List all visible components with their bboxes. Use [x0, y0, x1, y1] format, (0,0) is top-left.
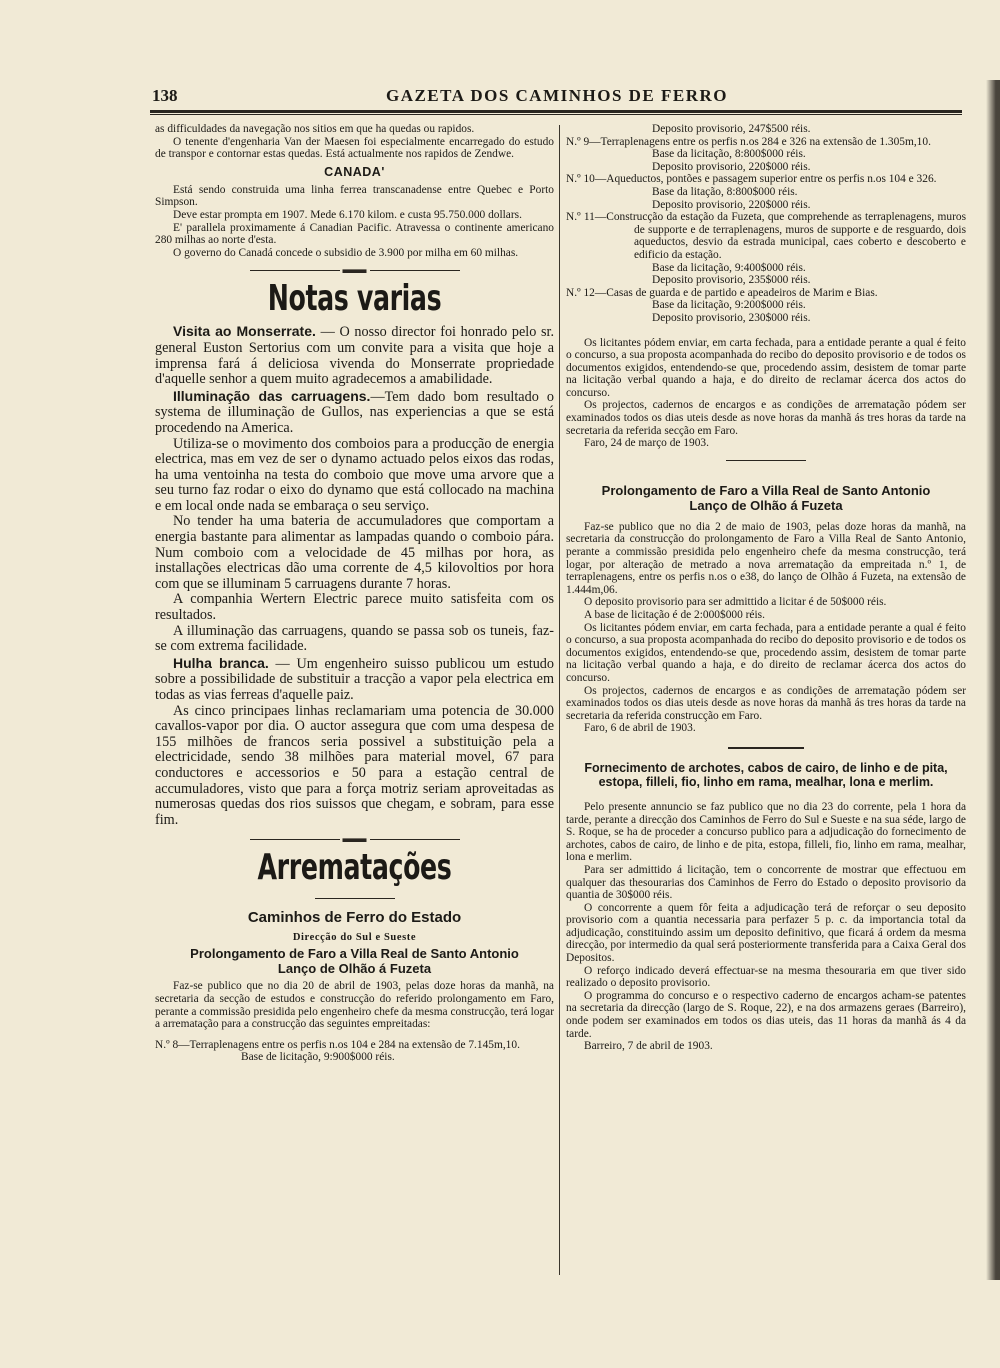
list-item-detail: Base de licitação, 9:900$000 réis. [241, 1051, 395, 1064]
paragraph: As cinco principaes linhas reclamariam uma potencia de 30.000 cavallos-vapor por dia. O auctor assegura que com uma despesa de 155 milhões de francos seria possivel a substituição pela a electricidade, sendo 38 milhões para material movel, 67 para conductores e accessorios e 50 para a estação central de accumuladores, visto que para a força motriz seriam aproveitadas as numerosas quedas dos rios suissos que chegam, e sobram, para esse fim. [155, 702, 554, 828]
ornament-divider: ▬▬ [155, 831, 554, 845]
paragraph: O deposito provisorio para ser admittido a licitar é de 50$000 réis. [584, 596, 887, 609]
section-title-notas-varias: Notas varias [267, 278, 442, 320]
list-item-detail: Deposito provisorio, 230$000 réis. [652, 311, 811, 324]
dateline: Faro, 24 de março de 1903. [584, 437, 709, 450]
heading-prolongamento: Prolongamento de Faro a Villa Real de Santo Antonio [601, 482, 931, 498]
paragraph: Os projectos, cadernos de encargos e as condições de arrematação pódem ser examinados todos os dias uteis desde as nove horas da manhã ás tres horas da tarde na secretaria da referida secção em Faro. [566, 399, 966, 437]
list-item-detail: Base da licitação, 8:800$000 réis. [652, 148, 806, 161]
list-item-detail: Base da licitação, 9:200$000 réis. [652, 299, 806, 312]
heading-prolongamento: Prolongamento de Faro a Villa Real de Santo Antonio [190, 946, 519, 962]
right-column [566, 123, 966, 1283]
paragraph: as difficuldades da navegação nos sitios em que ha quedas ou rapidos. [155, 123, 475, 135]
heading-lanco: Lanço de Olhão á Fuzeta [689, 497, 843, 513]
paragraph: Os licitantes pódem enviar, em carta fechada, para a entidade perante a qual é feito o concurso, a sua proposta acompanhada do recibo do deposito provisorio e de todos os documentos exigidos, entendendo-se que, procedendo assim, desistem de tomar parte na licitação verbal quando a haja, e do direito de reclamar ácerca dos actos do concurso. [566, 621, 966, 684]
paragraph: E' parallela proximamente á Canadian Pacific. Atravessa o continente americano 280 milhas ao norte d'esta. [155, 221, 554, 247]
paragraph: O programma do concurso e o respectivo caderno de encargos acham-se patentes na secretaria da direcção (largo de S. Roque, 22), e na dos armazens geraes (Barreiro), onde podem ser examinados em todos os dias uteis, das 11 horas da manhã ás 4 da tarde. [566, 989, 966, 1040]
divider [728, 747, 804, 749]
paragraph: O governo do Canadá concede o subsidio de 3.900 por milha em 60 milhas. [173, 246, 519, 259]
list-item: N.º 10—Aqueductos, pontões e passagem superior entre os perfis n.os 104 e 326. [566, 173, 937, 186]
article-text: — Um engenheiro suisso publicou um estudo sobre a possibilidade de substituir a tracção a vapor pela electrica em todas as vias ferreas d'aquelle paiz. [155, 655, 554, 703]
list-item: N.º 12—Casas de guarda e de partido e apeadeiros de Marim e Bias. [566, 286, 878, 299]
paragraph: Deve estar prompta em 1907. Mede 6.170 kilom. e custa 95.750.000 dollars. [173, 208, 522, 221]
list-item: N.º 8—Terraplenagens entre os perfis n.os 104 e 284 na extensão de 7.145m,10. [155, 1038, 520, 1051]
paragraph: O reforço indicado deverá effectuar-se na mesma thesouraria em que tiver sido realizado o deposito provisorio. [566, 964, 966, 990]
section-title-arrematacoes: Arrematações [257, 847, 452, 889]
article-lead: Visita ao Monserrate. [173, 323, 316, 340]
list-item-detail: Deposito provisorio, 247$500 réis. [652, 123, 811, 135]
heading-fornecimento: Fornecimento de archotes, cabos de cairo, de linho e de pita, estopa, filleli, fio, linho em rama, mealhar, lona e merlim. [584, 760, 948, 789]
paragraph: Os projectos, cadernos de encargos e as condições de arrematação pódem ser examinados todos os dias uteis desde as nove horas da manhã ás tres horas da tarde na secretaria da referida construcção em Faro. [566, 684, 966, 722]
page-edge-shadow [986, 80, 1000, 1280]
list-item: N.º 11—Construcção da estação da Fuzeta, que comprehende as terraplenagens, muros de supporte e de terraplenagens, muros de supporte e de resguardo, dois aqueductos, desvio da estrada municipal, caes coberto e descoberto e edificio da estação. [566, 211, 966, 261]
paragraph: A companhia Wertern Electric parece muito satisfeita com os resultados. [155, 591, 554, 624]
list-item-detail: Deposito provisorio, 220$000 réis. [652, 198, 811, 211]
divider [726, 460, 806, 461]
header-rule [150, 110, 962, 113]
paragraph: Faz-se publico que no dia 20 de abril de 1903, pelas doze horas da manhã, na secretaria da secção de estudos e construcção do referido prolongamento em Faro, perante a commissão presidida pelo engenheiro chefe da mesma construcção, terá logar a arrematação para a construcção das seguintes empreitadas: [155, 980, 554, 1031]
list-item-detail: Deposito provisorio, 220$000 réis. [652, 160, 811, 173]
paragraph: Pelo presente annuncio se faz publico que no dia 23 do corrente, pela 1 hora da tarde, perante a direcção dos Caminhos de Ferro do Sul e Sueste e na sua séde, largo de S. Roque, se ha de proceder a concurso publico para a adjudicação do fornecimento de archotes, cabos de cairo, de linho e de pita, estopa, filleli, fio, linho em rama, mealhar, lona e merlim. [566, 800, 966, 864]
paragraph: A base de licitação é de 2:000$000 réis. [584, 609, 765, 621]
paragraph: A illuminação das carruagens, quando se passa sob os tuneis, faz-se com extrema facilidade. [155, 622, 554, 655]
page-number: 138 [152, 86, 178, 105]
ornament-divider: ▬▬ [155, 262, 554, 276]
paragraph: No tender ha uma bateria de accumuladores que comportam a energia bastante para alimentar as lampadas quando o comboio pára. Num comboio com a velocidade de 45 milhas por hora, as installações electricas dão uma corrente de 4,5 kilovoltios por hora com que se illuminam 5 carruagens durante 7 horas. [155, 513, 554, 592]
list-item: N.º 9—Terraplenagens entre os perfis n.os 284 e 326 na extensão de 1.305m,10. [566, 135, 931, 148]
article-lead: Illuminação das carruagens. [173, 387, 371, 404]
article-hulha [155, 655, 554, 704]
article-illuminacao [155, 388, 554, 437]
article-lead: Hulha branca. [173, 654, 269, 671]
list-item-detail: Base da litação, 8:800$000 réis. [652, 185, 798, 198]
paragraph: Os licitantes pódem enviar, em carta fechada, para a entidade perante a qual é feito o concurso, a sua proposta acompanhada do recibo do deposito provisorio e de todos os documentos exigidos, entendendo-se que, procedendo assim, desistem de tomar parte na licitação verbal quando a haja, e do direito de reclamar ácerca dos actos do concurso. [566, 336, 966, 399]
paragraph: Para ser admittido á licitação, tem o concorrente de mostrar que effectuou em qualquer das thesourarias dos Caminhos de Ferro do Estado o deposito provisorio da quantia de 30$000 réis. [566, 863, 966, 902]
paragraph: Utiliza-se o movimento dos comboios para a producção de energia electrica, mas em vez de ser o dynamo actuado pelos eixos das rodas, ha uma ventoinha na testa do comboio que move uma arvore que a seu turno faz rodar o eixo do dynamo que está collocado na machina e em local onde nada se embaraça o seu serviço. [155, 435, 554, 514]
divider [315, 898, 395, 899]
masthead-title: GAZETA DOS CAMINHOS DE FERRO [385, 86, 729, 105]
section-heading-canada: CANADA' [324, 164, 385, 179]
column-divider [559, 125, 560, 1275]
paragraph: Está sendo construida uma linha ferrea transcanadense entre Quebec e Porto Simpson. [155, 183, 554, 209]
article-visita [155, 323, 554, 387]
list-item-detail: Base da licitação, 9:400$000 réis. [652, 261, 806, 274]
paragraph: Faz-se publico que no dia 2 de maio de 1903, pelas doze horas da manhã, na secretaria da construcção do prolongamento de Faro a Villa Real de Santo Antonio, perante a commissão presidida pelo engenheiro chefe da mesma construcção, terá logar, por alteração de metrado a nova arrematação da empreitada n.º 1, de terraplenagens, entre os perfis n.os o e38, do lanço de Olhão á Fuzeta, na extensão de 1.444m,06. [566, 520, 966, 596]
page-header [152, 86, 962, 110]
heading-cf-estado: Caminhos de Ferro do Estado [247, 909, 462, 927]
paragraph: O tenente d'engenharia Van der Maesen foi especialmente encarregado do estudo de transpor e contornar estas quedas. Está actualmente nos rapidos de Zendwe. [155, 135, 554, 161]
heading-direccao: Direcção do Sul e Sueste [292, 932, 417, 944]
list-item-detail: Deposito provisorio, 235$000 réis. [652, 274, 811, 287]
dateline: Faro, 6 de abril de 1903. [584, 722, 696, 735]
paragraph: O concorrente a quem fôr feita a adjudicação terá de reforçar o seu deposito provisorio com a quantia necessaria para perfazer 5 p. c. da importancia total da adjudicação, constituindo assim um deposito definitivo, que ficará á ordem da mesma direcção, por intermedio da qual será posteriormente transferida para a Caixa Geral dos Depositos. [566, 901, 966, 965]
dateline: Barreiro, 7 de abril de 1903. [584, 1040, 713, 1053]
left-column [155, 123, 554, 1283]
heading-lanco: Lanço de Olhão á Fuzeta [277, 961, 432, 977]
article-text: — O nosso director foi honrado pelo sr. general Euston Sertorius com um convite para a visita que hoje a imprensa fará á deliciosa vivenda do Monserrate propriedade d'aquelle senhor a quem muito agradecemos a amabilidade. [155, 324, 554, 388]
header-rule-thin [150, 114, 962, 115]
article-text: —Tem dado bom resultado o systema de illuminação de Gullos, nas experiencias a que se está procedendo na America. [155, 388, 554, 436]
